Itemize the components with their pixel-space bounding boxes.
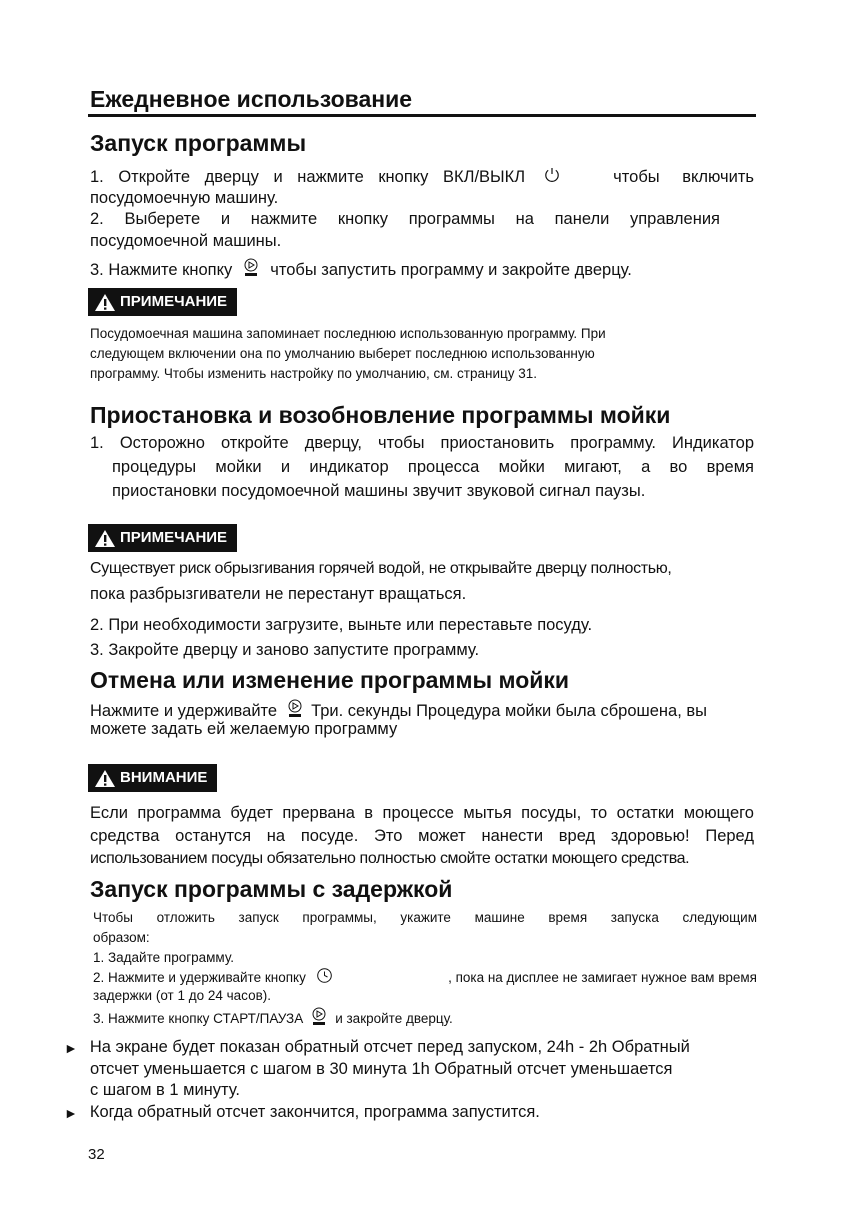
warning-line3: использованием посуды обязательно полностью смойте остатки моющего средства. — [90, 850, 690, 867]
delay-step1: 1. Задайте программу. — [93, 950, 235, 965]
bullet-arrow-icon: ► — [64, 1104, 78, 1121]
note-badge-1 — [88, 288, 237, 316]
delay-step2-end: , пока на дисплее не замигает нужное вам время — [448, 969, 757, 985]
warning-line2: средства останутся на посуде. Это может нанести вред здоровью! Перед — [90, 827, 754, 845]
start-step3-text: 3. Нажмите кнопку — [90, 261, 233, 279]
note2-line1: Существует риск обрызгивания горячей водой, не открывайте дверцу полностью, — [90, 560, 672, 577]
warning-triangle-icon — [94, 769, 116, 788]
delay-line2: образом: — [93, 930, 150, 945]
start-step1-cont: посудомоечную машину. — [90, 189, 279, 207]
section-heading-delay: Запуск программы с задержкой — [90, 876, 453, 902]
warning-triangle-icon — [94, 529, 116, 548]
pause-step2: 2. При необходимости загрузите, выньте или переставьте посуду. — [90, 616, 593, 634]
power-icon — [543, 166, 561, 189]
note-label-2: ПРИМЕЧАНИЕ — [120, 529, 228, 546]
start-step1-line — [90, 166, 754, 189]
cancel-line1-text: Нажмите и удерживайте — [90, 702, 278, 720]
note1-line3: программу. Чтобы изменить настройку по умолчанию, см. страницу 31. — [90, 366, 537, 381]
delay-step2-text: 2. Нажмите и удерживайте кнопку — [93, 969, 306, 985]
delay-bullet-1-line2: отсчет уменьшается с шагом в 30 минута 1h Обратный отсчет уменьшается — [90, 1060, 673, 1078]
delay-bullet-2-text: Когда обратный отсчет закончится, программа запустится. — [89, 1103, 540, 1121]
note2-line2: пока разбрызгиватели не перестанут вращаться. — [90, 585, 467, 603]
cancel-line2: можете задать ей желаемую программу — [90, 720, 398, 738]
start-step1-text: 1. Откройте дверцу и нажмите кнопку ВКЛ/ВЫКЛ — [90, 168, 526, 186]
delay-step3 — [93, 1006, 453, 1031]
delay-step3-end: и закройте дверцу. — [335, 1011, 453, 1026]
note1-line1: Посудомоечная машина запоминает последнюю использованную программу. При — [90, 326, 606, 341]
start-step2-cont: посудомоечной машины. — [90, 232, 282, 250]
page-number: 32 — [88, 1146, 105, 1163]
delay-step2-cont: задержки (от 1 до 24 часов). — [93, 988, 271, 1003]
delay-step3-text: 3. Нажмите кнопку СТАРТ/ПАУЗА — [93, 1011, 304, 1026]
bullet-arrow-icon: ► — [64, 1039, 78, 1056]
note-label-1: ПРИМЕЧАНИЕ — [120, 293, 228, 310]
warning-line1: Если программа будет прервана в процессе мытья посуды, то остатки моющего — [90, 804, 754, 822]
section-heading-cancel: Отмена или изменение программы мойки — [90, 667, 570, 693]
warning-label: ВНИМАНИЕ — [120, 769, 208, 786]
pause-line3: приостановки посудомоечной машины звучит звуковой сигнал паузы. — [112, 482, 646, 500]
start-step1-end: чтобы включить — [613, 168, 754, 186]
pause-line2: процедуры мойки и индикатор процесса мойки мигают, а во время — [112, 458, 754, 476]
delay-line1: Чтобы отложить запуск программы, укажите машине время запуска следующим — [93, 910, 757, 925]
start-step3-end: чтобы запустить программу и закройте дверцу. — [270, 261, 632, 279]
delay-step2 — [93, 967, 757, 987]
pause-step3: 3. Закройте дверцу и заново запустите программу. — [90, 641, 480, 659]
warning-triangle-icon — [94, 293, 116, 312]
page-title: Ежедневное использование — [90, 86, 413, 112]
clock-icon — [316, 967, 333, 987]
delay-bullet-1-line3: с шагом в 1 минуту. — [90, 1081, 240, 1099]
start-pause-icon — [309, 1006, 329, 1031]
start-pause-icon — [241, 257, 261, 284]
pause-line1: 1. Осторожно откройте дверцу, чтобы приостановить программу. Индикатор — [90, 434, 754, 452]
cancel-line1-end: Три. секунды Процедура мойки была сброшена, вы — [311, 702, 707, 720]
title-rule — [88, 114, 756, 117]
delay-bullet-1 — [64, 1038, 690, 1057]
note1-line2: следующем включении она по умолчанию выберет последнюю использованную — [90, 346, 595, 361]
start-step3 — [90, 257, 632, 284]
section-heading-pause: Приостановка и возобновление программы мойки — [90, 402, 671, 428]
delay-bullet-1-line1: На экране будет показан обратный отсчет перед запуском, 24h - 2h Обратный — [89, 1038, 690, 1056]
note-badge-2 — [88, 524, 237, 552]
start-step2: 2. Выберете и нажмите кнопку программы на панели управления — [90, 210, 720, 228]
delay-bullet-2 — [64, 1103, 540, 1122]
warning-badge — [88, 764, 217, 792]
section-heading-start: Запуск программы — [90, 130, 307, 156]
